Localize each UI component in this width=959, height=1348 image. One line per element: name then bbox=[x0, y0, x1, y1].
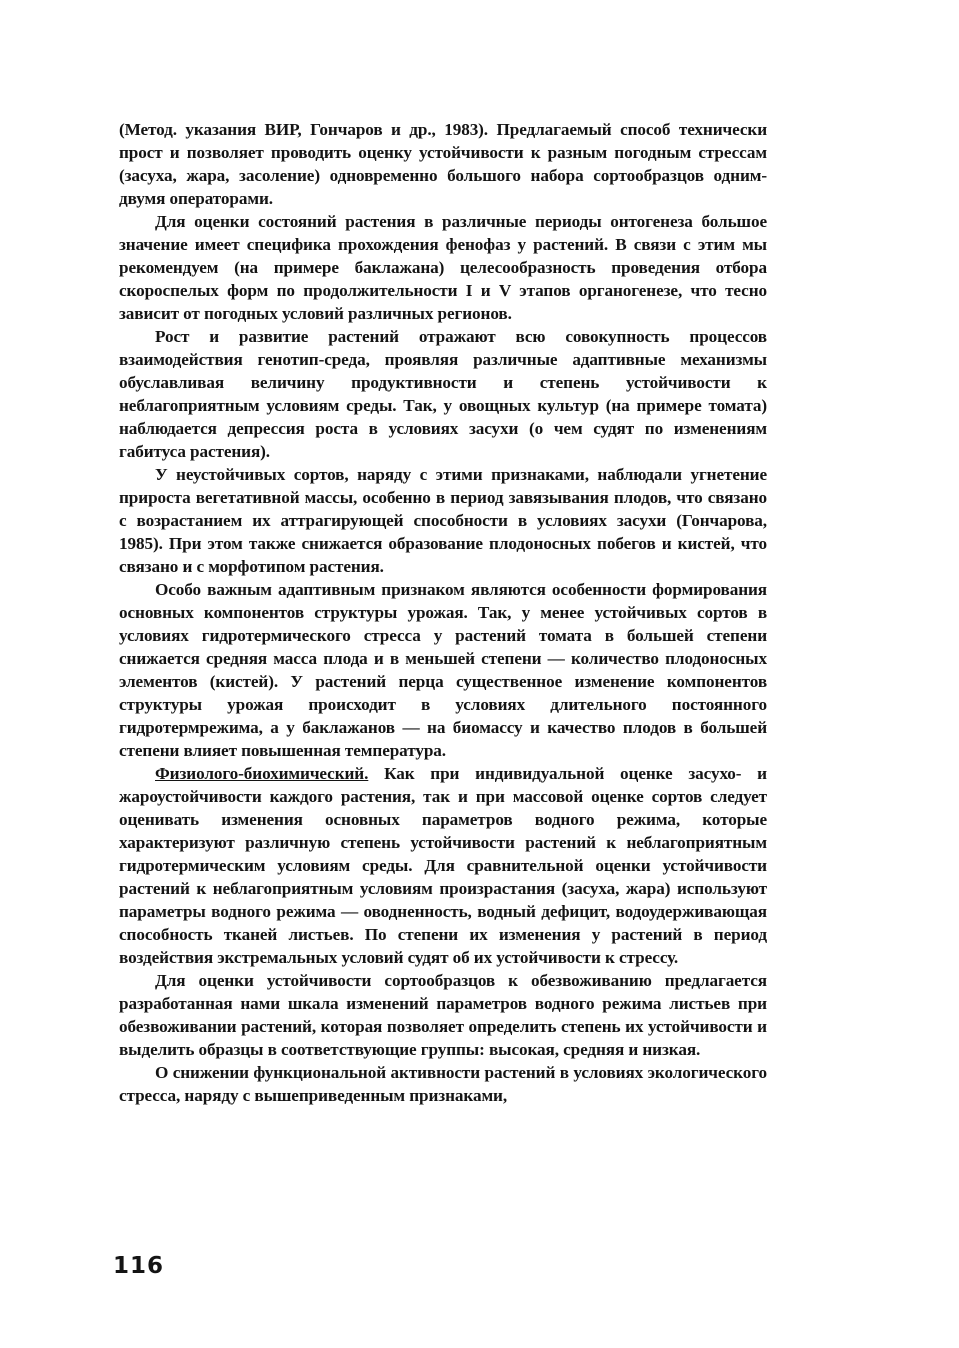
paragraph-1: (Метод. указания ВИР, Гончаров и др., 1983). Предлагаемый способ технически прост и позволяет проводить оценку устойчивости к разным погодным стрессам (засуха, жара, засоление) одновременно большого набора сортообразцов одним-двумя операторами. bbox=[119, 120, 767, 208]
paragraph-6-text: Как при индивидуальной оценке засухо- и жароустойчивости каждого растения, так и при массовой оценке сортов следует оценивать изменения основных параметров водного режима, которые характеризуют различную степень устойчивости растений к неблагоприятным гидротермическим условиям среды. Для сравнительной оценки устойчивости растений к неблагоприятным условиям произрастания (засуха, жара) используют параметры водного режима — оводненность, водный дефицит, водоудерживающая способность тканей листьев. По степени их изменения у растений в период воздействия экстремальных условий судят об их устойчивости к стрессу. bbox=[119, 764, 767, 967]
paragraph-5: Особо важным адаптивным признаком являются особенности формирования основных компонентов структуры урожая. Так, у менее устойчивых сортов в условиях гидротермического стресса у растений томата в большей степени снижается средняя масса плода и в меньшей степени — количество плодоносных элементов (кистей). У растений перца существенное изменение компонентов структуры урожая происходит в условиях длительного постоянного гидротермрежима, а у баклажанов — на биомассу и качество плодов в большей степени влияет повышенная температура. bbox=[119, 580, 767, 760]
page-number: 116 bbox=[113, 1253, 165, 1279]
paragraph-8: О снижении функциональной активности растений в условиях экологического стресса, наряду с вышеприведенным признаками, bbox=[119, 1063, 767, 1105]
paragraph-4: У неустойчивых сортов, наряду с этими признаками, наблюдали угнетение прироста вегетативной массы, особенно в период завязывания плодов, что связано с возрастанием их аттрагирующей способности в условиях засухи (Гончарова, 1985). При этом также снижается образование плодоносных побегов и кистей, что связано и с морфотипом растения. bbox=[119, 465, 767, 576]
paragraph-2: Для оценки состояний растения в различные периоды онтогенеза большое значение имеет специфика прохождения фенофаз у растений. В связи с этим мы рекомендуем (на примере баклажана) целесообразность проведения отбора скороспелых форм по продолжительности I и V этапов органогенезе, что тесно зависит от погодных условий различных регионов. bbox=[119, 212, 767, 323]
section-heading-physio: Физиолого-биохимический. bbox=[155, 764, 369, 783]
body-text bbox=[119, 118, 767, 1107]
paragraph-7: Для оценки устойчивости сортообразцов к обезвоживанию предлагается разработанная нами шкала изменений параметров водного режима листьев при обезвоживании растений, которая позволяет определить степень их устойчивости и выделить образцы в соответствующие группы: высокая, средняя и низкая. bbox=[119, 971, 767, 1059]
paragraph-3: Рост и развитие растений отражают всю совокупность процессов взаимодействия генотип-среда, проявляя различные адаптивные механизмы обуславливая величину продуктивности и степень устойчивости к неблагоприятным условиям среды. Так, у овощных культур (на примере томата) наблюдается депрессия роста в условиях засухи (о чем судят по изменениям габитуса растения). bbox=[119, 327, 767, 461]
paragraph-6 bbox=[119, 762, 767, 969]
